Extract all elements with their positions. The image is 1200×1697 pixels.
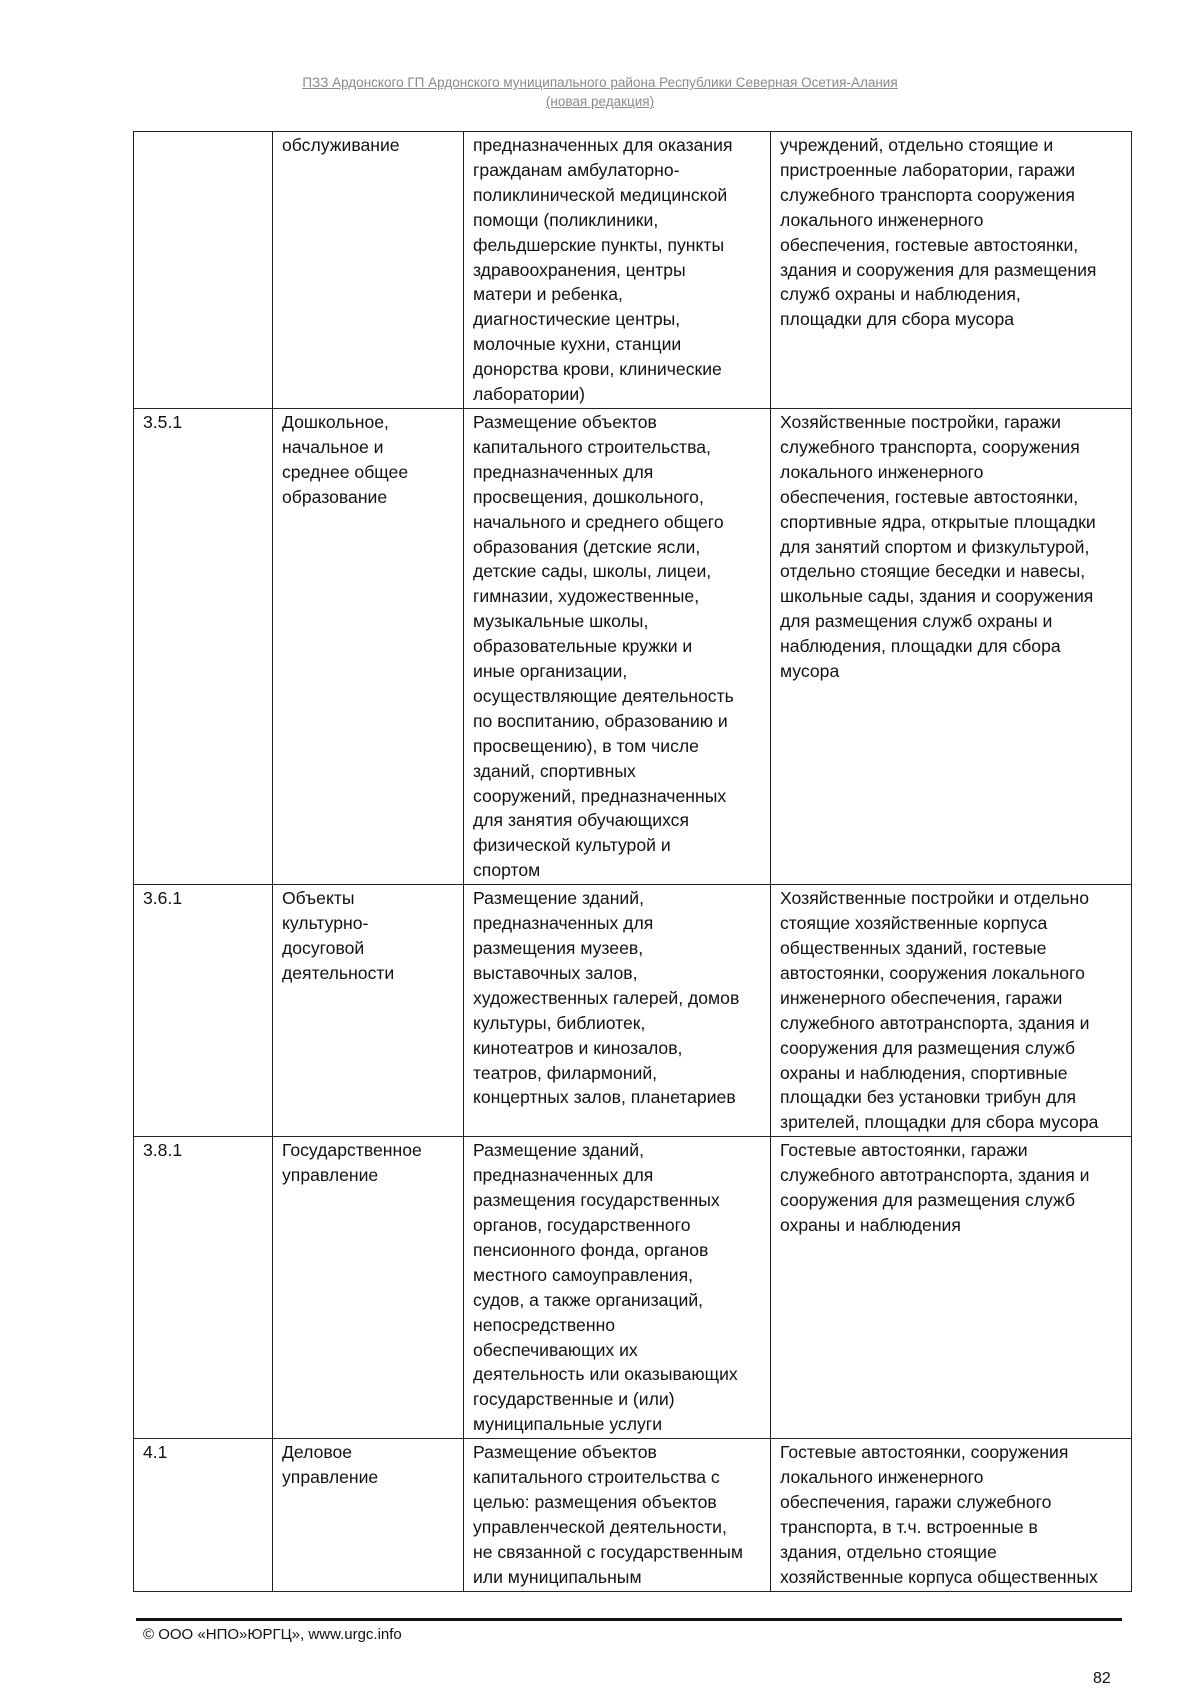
auxiliary-uses-cell: учреждений, отдельно стоящие и пристроенные лаборатории, гаражи служебного транспорта сооружения локального инженерного обеспечения, гостевые автостоянки, здания и сооружения для размещения служб охраны и наблюдения, площадки для сбора мусора — [771, 132, 1132, 409]
land-use-table — [133, 131, 1132, 1592]
footer-copyright: © ООО «НПО»ЮРГЦ», www.urgc.info — [143, 1626, 402, 1643]
auxiliary-uses-cell: Гостевые автостоянки, сооружения локального инженерного обеспечения, гаражи служебного транспорта, в т.ч. встроенные в здания, отдельно стоящие хозяйственные корпуса общественных — [771, 1439, 1132, 1591]
code-cell: 3.8.1 — [134, 1137, 273, 1439]
table-row — [134, 885, 1132, 1137]
code-cell: 4.1 — [134, 1439, 273, 1591]
code-cell: 3.6.1 — [134, 885, 273, 1137]
footer-divider — [136, 1618, 1122, 1621]
table-row — [134, 1439, 1132, 1591]
use-name-cell: Дошкольное, начальное и среднее общее образование — [273, 408, 464, 884]
running-header-subtitle: (новая редакция) — [545, 94, 655, 109]
running-header-title: ПЗЗ Ардонского ГП Ардонского муниципального района Республики Северная Осетия-Алания — [302, 75, 898, 90]
description-cell: Размещение зданий, предназначенных для размещения музеев, выставочных залов, художественных галерей, домов культуры, библиотек, кинотеатров и кинозалов, театров, филармоний, концертных залов, планетариев — [464, 885, 771, 1137]
use-name-cell: обслуживание — [273, 132, 464, 409]
use-name-cell: Деловое управление — [273, 1439, 464, 1591]
description-cell: предназначенных для оказания гражданам амбулаторно- поликлинической медицинской помощи (поликлиники, фельдшерские пункты, пункты здравоохранения, центры матери и ребенка, диагностические центры, молочные кухни, станции донорства крови, клинические лаборатории) — [464, 132, 771, 409]
code-cell — [134, 132, 273, 409]
table-row — [134, 132, 1132, 409]
page-number: 82 — [1093, 1670, 1111, 1687]
table-row — [134, 408, 1132, 884]
table-row — [134, 1137, 1132, 1439]
auxiliary-uses-cell: Хозяйственные постройки, гаражи служебного транспорта, сооружения локального инженерного обеспечения, гостевые автостоянки, спортивные ядра, открытые площадки для занятий спортом и физкультурой, отдельно стоящие беседки и навесы, школьные сады, здания и сооружения для размещения служб охраны и наблюдения, площадки для сбора мусора — [771, 408, 1132, 884]
use-name-cell: Государственное управление — [273, 1137, 464, 1439]
code-cell: 3.5.1 — [134, 408, 273, 884]
auxiliary-uses-cell: Хозяйственные постройки и отдельно стоящие хозяйственные корпуса общественных зданий, гостевые автостоянки, сооружения локального инженерного обеспечения, гаражи служебного автотранспорта, здания и сооружения для размещения служб охраны и наблюдения, спортивные площадки без установки трибун для зрителей, площадки для сбора мусора — [771, 885, 1132, 1137]
description-cell: Размещение объектов капитального строительства с целью: размещения объектов управленческой деятельности, не связанной с государственным или муниципальным — [464, 1439, 771, 1591]
description-cell: Размещение зданий, предназначенных для размещения государственных органов, государственного пенсионного фонда, органов местного самоуправления, судов, а также организаций, непосредственно обеспечивающих их деятельность или оказывающих государственные и (или) муниципальные услуги — [464, 1137, 771, 1439]
description-cell: Размещение объектов капитального строительства, предназначенных для просвещения, дошкольного, начального и среднего общего образования (детские ясли, детские сады, школы, лицеи, гимназии, художественные, музыкальные школы, образовательные кружки и иные организации, осуществляющие деятельность по воспитанию, образованию и просвещению), в том числе зданий, спортивных сооружений, предназначенных для занятия обучающихся физической культурой и спортом — [464, 408, 771, 884]
auxiliary-uses-cell: Гостевые автостоянки, гаражи служебного автотранспорта, здания и сооружения для размещения служб охраны и наблюдения — [771, 1137, 1132, 1439]
use-name-cell: Объекты культурно- досуговой деятельности — [273, 885, 464, 1137]
